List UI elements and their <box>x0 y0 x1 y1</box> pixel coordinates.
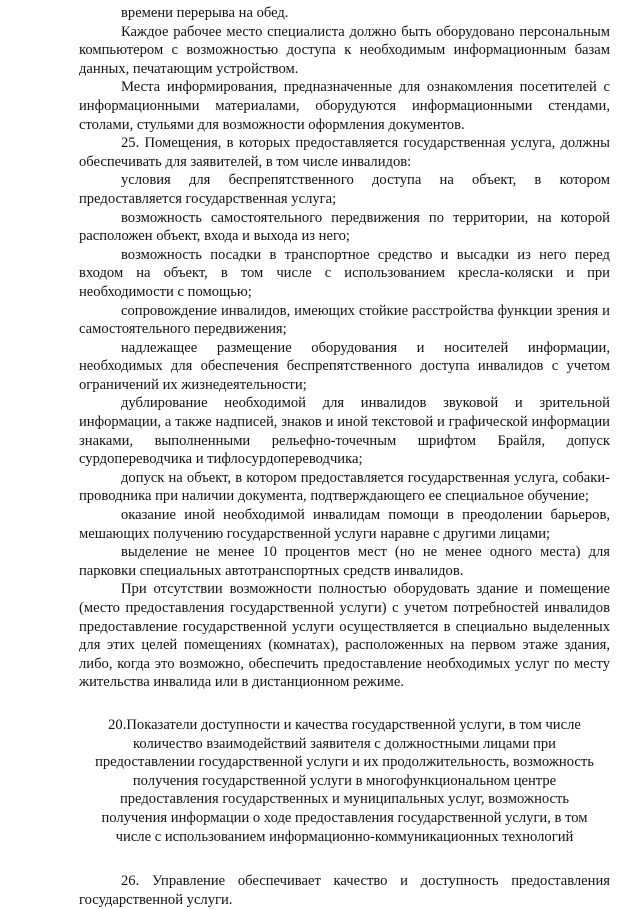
paragraph: 25. Помещения, в которых предоставляется государственная услуга, должны обеспечивать для заявителей, в том числе инвалидов: <box>79 135 610 170</box>
paragraph: времени перерыва на обед. <box>121 5 289 21</box>
paragraph: При отсутствии возможности полностью оборудовать здание и помещение (место предоставления государственной услуги) с учетом потребностей инвалидов предоставление государственной услуги осуществляется в специально выделенных для этих целей помещениях (комнатах), расположенных на первом этаже здания, либо, когда это возможно, обеспечить предоставление необходимых услуг по месту жительства инвалида или в дистанционном режиме. <box>79 581 610 691</box>
list-item: выделение не менее 10 процентов мест (но не менее одного места) для парковки специальных автотранспортных средств инвалидов. <box>79 544 610 579</box>
list-item: допуск на объект, в котором предоставляется государственная услуга, собаки-проводника при наличии документа, подтверждающего ее специальное обучение; <box>79 469 610 505</box>
list-item: условия для беспрепятственного доступа на объект, в котором предоставляется государственная услуга; <box>79 172 610 207</box>
list-item: возможность самостоятельного передвижения по территории, на которой расположен объект, входа и выхода из него; <box>79 209 610 245</box>
list-item: надлежащее размещение оборудования и носителей информации, необходимых для обеспечения беспрепятственного доступа инвалидов с учетом ограничений их жизнедеятельности; <box>79 339 610 393</box>
list-item: оказание иной необходимой инвалидам помощи в преодолении барьеров, мешающих получению государственной услуги наравне с другими лицами; <box>79 507 610 542</box>
paragraph: Места информирования, предназначенные для ознакомления посетителей с информационными материалами, оборудуются информационными стендами, столами, стульями для возможности оформления документов. <box>79 79 610 133</box>
section-heading: 20.Показатели доступности и качества государственной услуги, в том числе количество взаимодействий заявителя с должностными лицами при предоставлении государственной услуги и их продолжительность, возможность получения государственной услуги в многофункциональном центре предоставления государственных и муниципальных услуг, возможность получения информации о ходе предоставления государственной услуги, в том числе с использованием информационно-коммуникационных технологий <box>95 716 594 845</box>
paragraph: 26. Управление обеспечивает качество и доступность предоставления государственной услуги. <box>79 873 610 908</box>
list-item: возможность посадки в транспортное средство и высадки из него перед входом на объект, в том числе с использованием кресла-коляски и при необходимости с помощью; <box>79 246 610 300</box>
list-item: дублирование необходимой для инвалидов звуковой и зрительной информации, а также надписей, знаков и иной текстовой и графической информации знаками, выполненными рельефно-точечным шрифтом Брайля, допуск сурдопереводчика и тифлосурдопереводчика; <box>79 395 610 468</box>
list-item: сопровождение инвалидов, имеющих стойкие расстройства функции зрения и самостоятельного передвижения; <box>79 302 610 338</box>
paragraph: Каждое рабочее место специалиста должно быть оборудовано персональным компьютером с возможностью доступа к необходимым информационным базам данных, печатающим устройством. <box>79 23 610 77</box>
